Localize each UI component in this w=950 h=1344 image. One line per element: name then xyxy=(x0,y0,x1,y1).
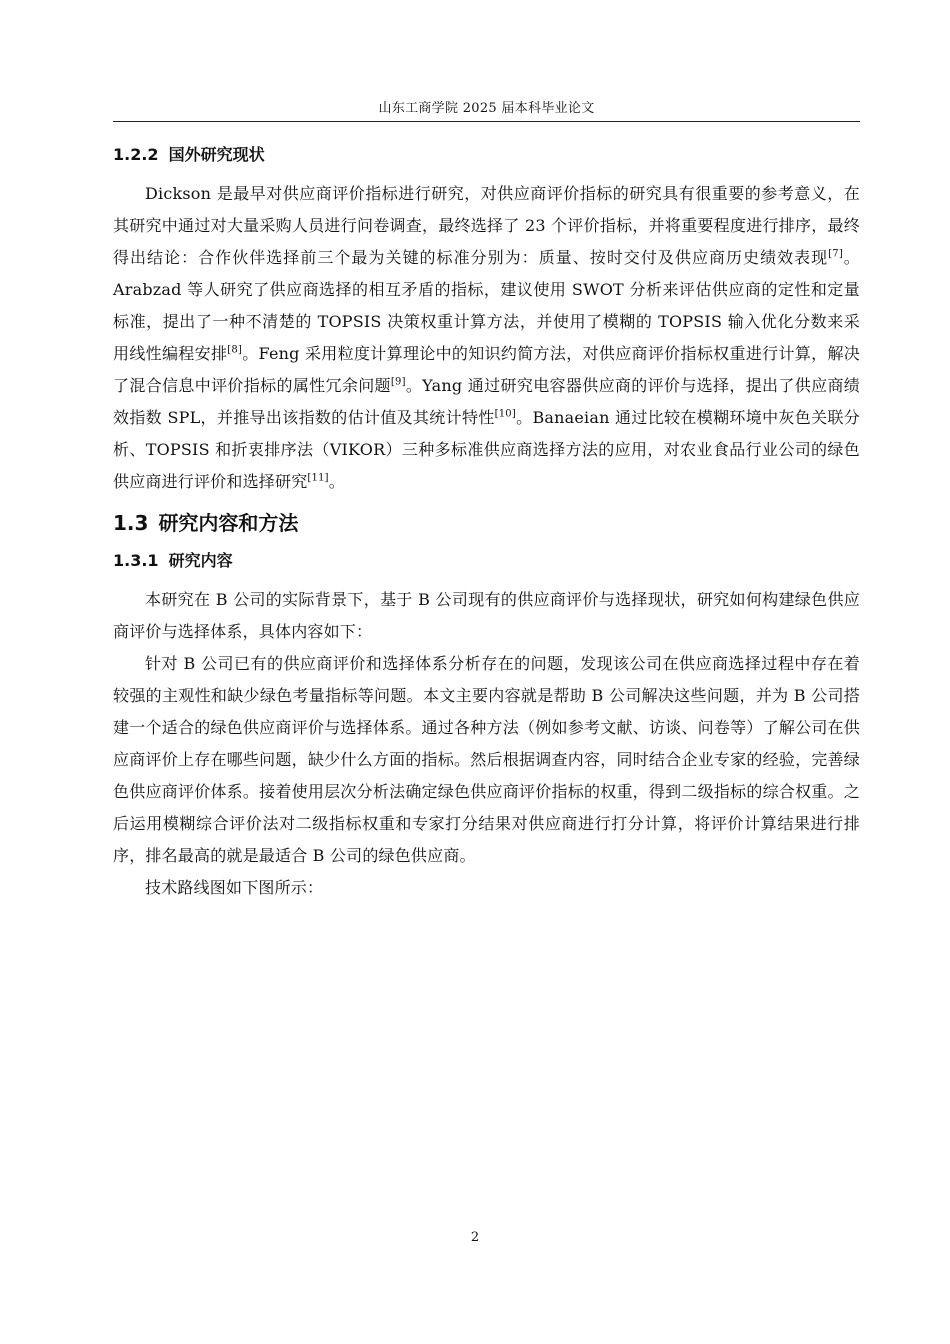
paragraph-text: 。Arabzad 等人研究了供应商选择的相互矛盾的指标，建议使用 SWOT 分析来评估供应商的定性和定量标准，提出了一种不清楚的 TOPSIS 决策权重计算方法，并使用了模糊的 TOPSIS 输入优化分数来采用线性编程安排 xyxy=(113,248,860,363)
header-rule xyxy=(113,121,860,122)
paragraph-research-content: 针对 B 公司已有的供应商评价和选择体系分析存在的问题，发现该公司在供应商选择过程中存在着较强的主观性和缺少绿色考量指标等问题。本文主要内容就是帮助 B 公司解决这些问题，并为 B 公司搭建一个适合的绿色供应商评价与选择体系。通过各种方法（例如参考文献、访谈、问卷等）了解公司在供应商评价上存在哪些问题，缺少什么方面的指标。然后根据调查内容，同时结合企业专家的经验，完善绿色供应商评价体系。接着使用层次分析法确定绿色供应商评价指标的权重，得到二级指标的综合权重。之后运用模糊综合评价法对二级指标权重和专家打分结果对供应商进行打分计算，将评价计算结果进行排序，排名最高的就是最适合 B 公司的绿色供应商。 xyxy=(113,654,860,865)
citation-ref: [9] xyxy=(390,376,406,388)
paragraph-research-intro: 本研究在 B 公司的实际背景下，基于 B 公司现有的供应商评价与选择现状，研究如何构建绿色供应商评价与选择体系，具体内容如下： xyxy=(113,590,860,641)
paragraph-foreign-research xyxy=(113,178,860,498)
paragraph-text: Dickson 是最早对供应商评价指标进行研究，对供应商评价指标的研究具有很重要的参考意义，在其研究中通过对大量采购人员进行问卷调查，最终选择了 23 个评价指标，并将重要程度进行排序，最终得出结论：合作伙伴选择前三个最为关键的标准分别为：质量、按时交付及供应商历史绩效表现 xyxy=(113,184,860,267)
section-number: 1.3.1 xyxy=(113,551,159,570)
paragraph-roadmap-caption: 技术路线图如下图所示： xyxy=(145,878,324,897)
page-content xyxy=(113,138,860,904)
citation-ref: [7] xyxy=(828,248,843,260)
paragraph-text: 。Banaeian 通过比较在模糊环境中灰色关联分析、TOPSIS 和折衷排序法（VIKOR）三种多标准供应商选择方法的应用，对农业食品行业公司的绿色供应商进行评价和选择研究 xyxy=(113,408,860,491)
running-header: 山东工商学院 2025 届本科毕业论文 xyxy=(378,101,595,116)
section-title: 国外研究现状 xyxy=(168,145,265,164)
citation-ref: [10] xyxy=(494,408,516,420)
section-heading-1-3-1 xyxy=(113,544,860,578)
citation-ref: [11] xyxy=(307,472,329,484)
paragraph-text: 。 xyxy=(328,472,345,491)
section-heading-1-3 xyxy=(113,504,860,542)
section-heading-1-2-2 xyxy=(113,138,860,172)
section-title: 研究内容 xyxy=(168,551,233,570)
paragraph-text: 。Feng 采用粒度计算理论中的知识约简方法，对供应商评价指标权重进行计算，解决了混合信息中评价指标的属性冗余问题 xyxy=(113,344,860,395)
page-number: 2 xyxy=(470,1230,480,1245)
citation-ref: [8] xyxy=(227,344,243,356)
section-number: 1.3 xyxy=(113,511,149,535)
section-number: 1.2.2 xyxy=(113,145,159,164)
section-title: 研究内容和方法 xyxy=(158,511,299,535)
paragraph-text: 。Yang 通过研究电容器供应商的评价与选择，提出了供应商绩效指数 SPL，并推导出该指数的估计值及其统计特性 xyxy=(113,376,860,427)
